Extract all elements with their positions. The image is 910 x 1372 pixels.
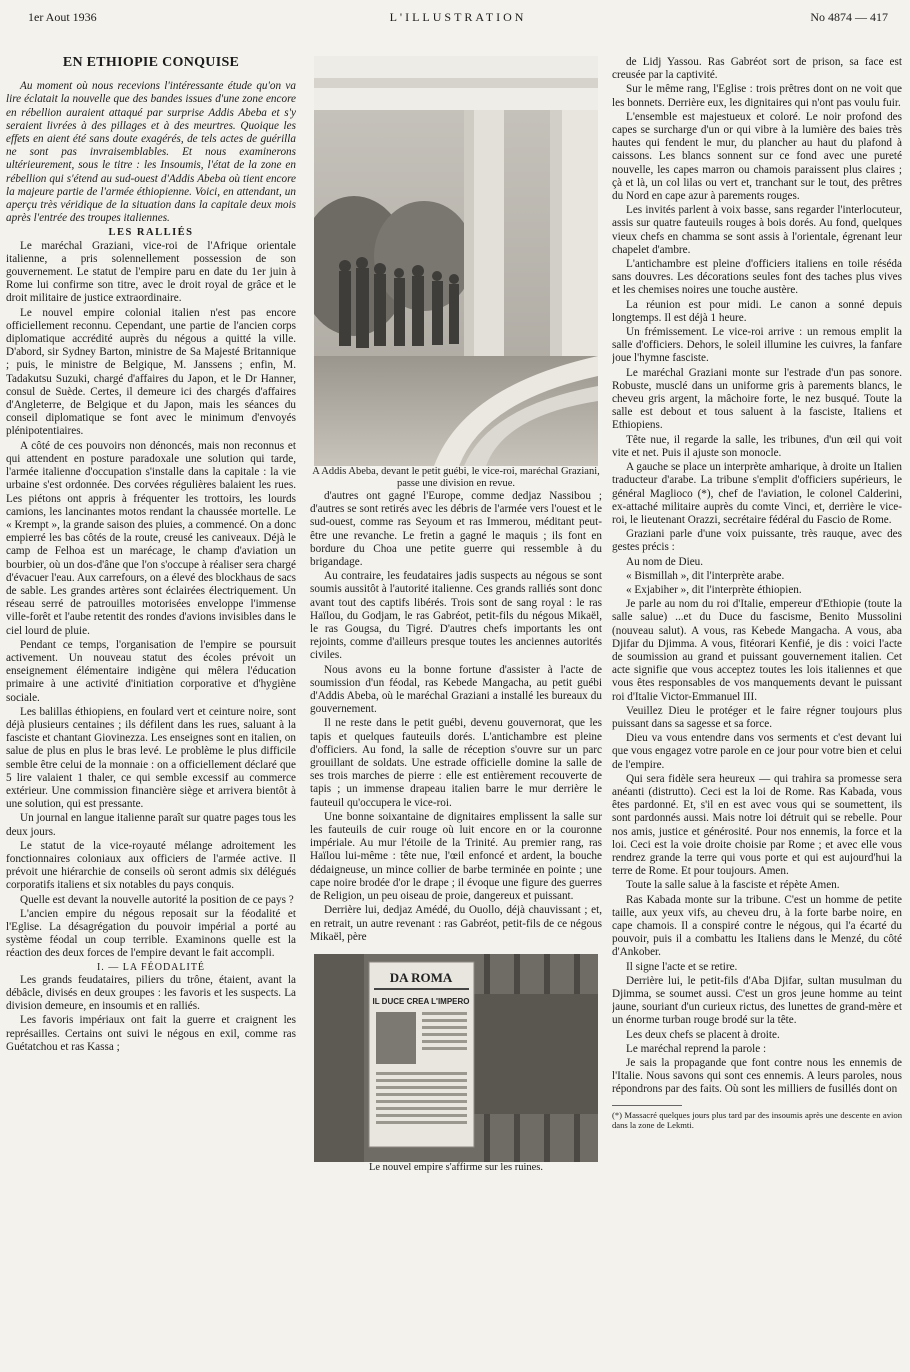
paragraph: L'antichambre est pleine d'officiers italiens en toile réséda sans douvres. Les décorations seules font des taches plus vives et les chemises noires une touche austère. xyxy=(612,258,902,297)
paragraph: Le maréchal Graziani, vice-roi de l'Afrique orientale italienne, a pris solennellement possession de son gouvernement. Le statut de l'empire paru en date du 1er juin à Rome lui confirme son titre, avec le droit royal de grâce et le droit militaire de justice extraordinaire. xyxy=(6,239,296,305)
paragraph: Il signe l'acte et se retire. xyxy=(626,960,738,973)
paragraph: Le maréchal reprend la parole : xyxy=(626,1042,767,1055)
paragraph: Dieu va vous entendre dans vos serments et c'est devant lui que vous engagez votre parole en ce jour pour votre bien et celui de l'empire. xyxy=(612,732,902,771)
issue-page-number: No 4874 — 417 xyxy=(810,10,888,24)
paragraph: Graziani parle d'une voix puissante, très rauque, avec des gestes précis : xyxy=(612,528,902,554)
issue-date: 1er Aout 1936 xyxy=(28,10,97,24)
photo-ruins-poster xyxy=(314,954,598,1162)
figure-graziani-review xyxy=(310,56,602,490)
paragraph: Une bonne soixantaine de dignitaires emplissent la salle sur les fauteuils de cuir rouge où luit encore en or la couronne impériale. Au mur l'étoile de la Trinité. Au premier rang, ras Haïlou lui-même : tête nue, l'œil enfoncé et ardent, la bouche dédaigneuse, un mince collier de barbe terminée en pointe ; une cape noire brodée d'or le drape ; il évoque une figure des guerres de Religion, un peu oiseau de proie, dangereux et puissant. xyxy=(310,810,602,903)
column-3 xyxy=(612,56,902,1364)
footnote-rule xyxy=(612,1105,682,1106)
paragraph: Sur le même rang, l'Eglise : trois prêtres dont on ne voit que les bonnets. Derrière eux, les dignitaires qui n'ont pas voulu fuir. xyxy=(612,83,902,109)
poster-headline: IL DUCE CREA L'IMPERO xyxy=(372,996,470,1006)
paragraph: Tête nue, il regarde la salle, les tribunes, d'un œil qui voit vite et net. Puis il ajuste son monocle. xyxy=(612,433,902,459)
photo-graziani-review xyxy=(314,56,598,466)
paragraph: Un frémissement. Le vice-roi arrive : un remous emplit la salle d'officiers. Dehors, le soleil illumine les cuivres, la fanfare joue l'hymne fasciste. xyxy=(612,326,902,365)
paragraph: de Lidj Yassou. Ras Gabréot sort de prison, sa face est creusée par la captivité. xyxy=(612,56,902,82)
paragraph: Les balillas éthiopiens, en foulard vert et ceinture noire, sont déjà plusieurs centaines ; ils défilent dans les rues, saluant à la fasciste et chantant Giovinezza. Les enseignes sont en italien, on salue de plus en plus le bras levé. Le problème le plus difficile semble être celui de la monnaie : on a officiellement déclaré que 5 lire valaient 1 thaler, ce qui semble excessif au commerce extérieur. Une commission financière siège et arrivera bientôt à une solution, qui est pressante. xyxy=(6,705,296,811)
paragraph: Les deux chefs se placent à droite. xyxy=(626,1028,780,1041)
paragraph: Le statut de la vice-royauté mélange adroitement les fonctionnaires coloniaux aux officiers de l'armée active. Il prévoit une hiérarchie de conseils où seront admis six délégués corporatifs italiens et six notables du pays conquis. xyxy=(6,839,296,892)
paragraph: Pendant ce temps, l'organisation de l'empire se poursuit activement. Un nouveau statut des écoles prévoit un enseignement élémentaire indigène qui mêlera l'éducation primaire à une activité d'initiation corporative et d'hygiène sociale. xyxy=(6,638,296,704)
paragraph: Au nom de Dieu. xyxy=(626,555,704,568)
paragraph: « Exjabiher », dit l'interprète éthiopien. xyxy=(626,583,802,596)
running-head xyxy=(28,10,888,30)
section-heading-feodalite: I. — LA FÉODALITÉ xyxy=(96,961,206,973)
paragraph: A gauche se place un interprète amharique, à droite un Italien traducteur d'arabe. La tribune s'emplit d'officiers supérieurs, le général Maglioco (*), chef de l'aviation, le colonel Calderini, ex-attaché militaire auprès du comte Vinci, et, derrière le vice-roi, le lieutenant Orazzi, secrétaire fédéral du Fascio de Rome. xyxy=(612,461,902,526)
paragraph: L'ensemble est majestueux et coloré. Le noir profond des capes se surcharge d'un or qui vibre à la lumière des baies très hautes qui fendent le mur, du plancher au haut du plafond à caissons. Les blancs sonnent sur ce fond avec une pureté nouvelle, les capes marron ou chamois paraissent plus claires ; çà et là, un col lilas ou vert et, tranchant sur le tout, des prêtres du Nord en cape azur à parements rouges. xyxy=(612,110,902,203)
magazine-title: L'ILLUSTRATION xyxy=(389,10,527,24)
paragraph: Je parle au nom du roi d'Italie, empereur d'Ethiopie (toute la salle salue) ...et du Duce du fascisme, Benito Mussolini (nouveau salut). A vous, ras Kebede Mangacha. A vous, aba Djifar du Djimma. A vous, fitéorari Kenfié, je dis : voici l'acte de soumission au grand et puissant gouvernement italien. Cet acte signifie que vous acceptez toutes les lois italiennes et que vous êtes responsables de vos manquements devant le puissant roi d'Italie Victor-Emmanuel III. xyxy=(612,598,902,703)
paragraph: Quelle est devant la nouvelle autorité la position de ce pays ? xyxy=(20,893,294,906)
column-1-body xyxy=(6,240,296,961)
photo-graziani-review-image xyxy=(314,56,598,466)
poster-masthead: DA ROMA xyxy=(389,969,453,985)
figure-2-caption: Le nouvel empire s'affirme sur les ruines. xyxy=(368,1161,544,1173)
paragraph: L'ancien empire du négous reposait sur la féodalité et l'Eglise. La désagrégation du pouvoir impérial a porté au système féodal un coup terrible. Examinons quelle est la réaction des deux forces de l'empire devant le fait accompli. xyxy=(6,907,296,960)
paragraph: Je sais la propagande que font contre nous les ennemis de l'Italie. Nous savons qui sont ces ennemis. A leurs paroles, nous répondrons par des faits. Où sont les milliers de fusillés dont on xyxy=(612,1057,902,1096)
paragraph: Les grands feudataires, piliers du trône, étaient, avant la débâcle, divisés en deux groupes : les favoris et les suspects. La division demeure, en insoumis et en ralliés. xyxy=(6,973,296,1013)
paragraph: Le maréchal Graziani monte sur l'estrade d'un pas sonore. Robuste, musclé dans un uniforme gris à parements blancs, le cheveu gris argent, la mâchoire forte, le nez busqué. Toute la salle est debout et tous saluent à la fasciste, Italiens et Ethiopiens. xyxy=(612,366,902,432)
paragraph: Un journal en langue italienne paraît sur quatre pages tous les deux jours. xyxy=(6,812,296,838)
paragraph: Le nouvel empire colonial italien n'est pas encore officiellement reconnu. Cependant, une partie de l'ancien corps diplomatique accrédité auprès du négous a quitté la ville. D'abord, sir Sydney Barton, ministre de Sa Majesté Britannique ; puis, le ministre de Belgique, M. Janssens ; enfin, M. Tadakutsu Suzuki, chargé d'affaires du Japon, et le Dr Hanner, consul de Suède. Certes, il demeure ici des chargés d'affaires d'Angleterre, de Belgique et du Japon, mais les séances du conseil diplomatique se font avec le minimum d'envoyés plénipotentiaires. xyxy=(6,306,296,438)
paragraph: d'autres ont gagné l'Europe, comme dedjaz Nassibou ; d'autres se sont retirés avec les débris de l'armée vers l'ouest et le sud-ouest, comme ras Seyoum et ras Immerou, méditant peut-être une revanche. Le fretin a gagné le maquis ; ils font en bordure du Choa une petite guerre qui ressemble à du brigandage. xyxy=(310,490,602,569)
paragraph: Ras Kabada monte sur la tribune. C'est un homme de petite taille, aux yeux vifs, au cheveu dru, à la forte barbe noire, en cape chamois. Il a conspiré contre le négous, qui l'a écarté du pouvoir, puis il a combattu les Italiens dans le Menzé, du côté d'Ankober. xyxy=(612,893,902,959)
photo-ruins-poster-image xyxy=(314,954,598,1162)
paragraph: Derrière lui, le petit-fils d'Aba Djifar, sultan musulman du Djimma, se soumet aussi. C'est un gros jeune homme au teint jaune, souriant d'un curieux rictus, des lunettes de grand-mère et un énorme turban rouge brodé sur la tête. xyxy=(612,974,902,1027)
paragraph: Qui sera fidèle sera heureux — qui trahira sa promesse sera anéanti (distrutto). Ceci est la loi de Rome. Ras Kabada, vous êtes pardonné. Et, s'il en est avec vous qui se soumettent, ils sont pardonnés aussi. Mais notre loi détruit qui se rebelle. Pour nos amis, justice et générosité. Pour nos ennemis, la force et la loi. Ceci est la voie droite choisie par Rome ; et avec elle vous rendrez grande la terre qui vous porte et qui est aujourd'hui la terre de Rome. Et pour toujours. Amen. xyxy=(612,772,902,878)
article-title: EN ÉTHIOPIE CONQUISE xyxy=(62,56,240,70)
figure-ruins-poster xyxy=(310,954,602,1174)
figure-1-caption: A Addis Abeba, devant le petit guébi, le vice-roi, maréchal Graziani, passe une division en revue. xyxy=(312,466,600,489)
paragraph: Derrière lui, dedjaz Amédé, du Ouollo, déjà chauvissant ; et, en retrait, un autre revenant : ras Gabréot, petit-fils de ce négous Mikaël, père xyxy=(310,904,602,943)
paragraph: La réunion est pour midi. Le canon a sonné depuis longtemps. Il est déjà 1 heure. xyxy=(612,298,902,324)
paragraph: Au contraire, les feudataires jadis suspects au négous se sont soumis aussitôt à l'autorité italienne. Ces grands ralliés sont donc avant tout des captifs libérés. Trois sont de sang royal : le ras Haïlou, du Godjam, le ras Gabréot, petit-fils du négous Mikaël, le ras Gougsa, du Tigré. D'autres chefs importants les ont rejoints, comme d'ailleurs presque toutes les anciennes autorités civiles. xyxy=(310,570,602,662)
section-heading-ralliés: LES RALLIÉS xyxy=(108,227,194,239)
column-3-body xyxy=(612,56,902,1097)
paragraph: « Bismillah », dit l'interprète arabe. xyxy=(626,569,785,582)
paragraph: Les favoris impériaux ont fait la guerre et craignent les représailles. Certains ont suivi le négous en exil, comme ras Guétatchou et ras Kassa ; xyxy=(6,1014,296,1053)
paragraph: Les invités parlent à voix basse, sans regarder l'interlocuteur, assis sur quatre fauteuils rouges à bois dorés. Au fond, quelques vieux chefs en chamma se sont assis à l'orientale, égrenant leur chapelet d'ambre. xyxy=(612,204,902,256)
column-2-body xyxy=(310,490,602,944)
paragraph: Toute la salle salue à la fasciste et répète Amen. xyxy=(626,879,840,892)
article-intro: Au moment où nous recevions l'intéressante étude qu'on va lire éclatait la nouvelle que des bandes issues d'une zone encore en rébellion auraient attaqué par surprise Addis Abeba et s'y seraient livrées à des pillages et à des meurtres. Quoique les effets en aient été sans doute exagérés, de tels actes de guérilla ne sont pas invraisemblables. Et nous examinerons ultérieurement, sous le titre : les Insoumis, l'état de la zone en rébellion qui s'étend au sud-ouest d'Addis Abeba où tient encore la majeure partie de l'armée éthiopienne. Voici, en attendant, un aperçu très véridique de la situation dans la capitale deux mois après l'entrée des troupes italiennes. xyxy=(6,80,296,225)
paragraph: Veuillez Dieu le protéger et le faire régner toujours plus puissant dans sa sagesse et sa force. xyxy=(612,704,902,730)
column-1 xyxy=(6,56,296,1364)
paragraph: Il ne reste dans le petit guébi, devenu gouvernorat, que les tapis et quelques fauteuils dorés. L'antichambre est pleine d'officiers. Au fond, la salle de réception s'ouvre sur un parc grouillant de soldats. Une estrade officielle domine la salle de ses trois marches de pierre : elle est entièrement recouverte de tapis ; un immense drapeau italien barre le mur derrière le fauteuil qu'occupera le vice-roi. xyxy=(310,717,602,809)
paragraph: A côté de ces pouvoirs non dénoncés, mais non reconnus et qui attendent en posture paradoxale une solution qui tarde, l'armée italienne d'occupation s'installe dans la capitale : la vie urbaine s'est ordonnée. Des corvées régulières balaient les rues. Les piétons ont appris à fréquenter les trottoirs, les lourds camions, les lancinantes motos rendant la chaussée mortelle. Le « Krempt », la grande saison des pluies, a commencé. On a donc empierré les bas côtés de la route, creusé les caniveaux. Déjà le camp de Felhoa est un marécage, le champ d'aviation un bourbier, où un dos-d'âne que l'on s'occupe à réaliser sera chargé d'évacuer l'eau. Aux carrefours, on a élevé des blockhaus de sacs de sable. Les grandes artères sont éclairées électriquement. Un réseau serré de patrouilles motorisées enveloppe l'immense ville-forêt et l'aube retentit des rondes d'avions invisibles dans le ciel lourd de pluie. xyxy=(6,439,296,637)
column-1-body-continued xyxy=(6,974,296,1054)
column-2 xyxy=(310,56,602,1364)
footnote: (*) Massacré quelques jours plus tard par des insoumis après une descente en avion dans la zone de Lekmti. xyxy=(612,1109,902,1130)
paragraph: Nous avons eu la bonne fortune d'assister à l'acte de soumission d'un féodal, ras Kebede Mangacha, au petit guébi d'Addis Abeba, où le maréchal Graziani a installé les bureaux du gouvernement. xyxy=(310,663,602,716)
